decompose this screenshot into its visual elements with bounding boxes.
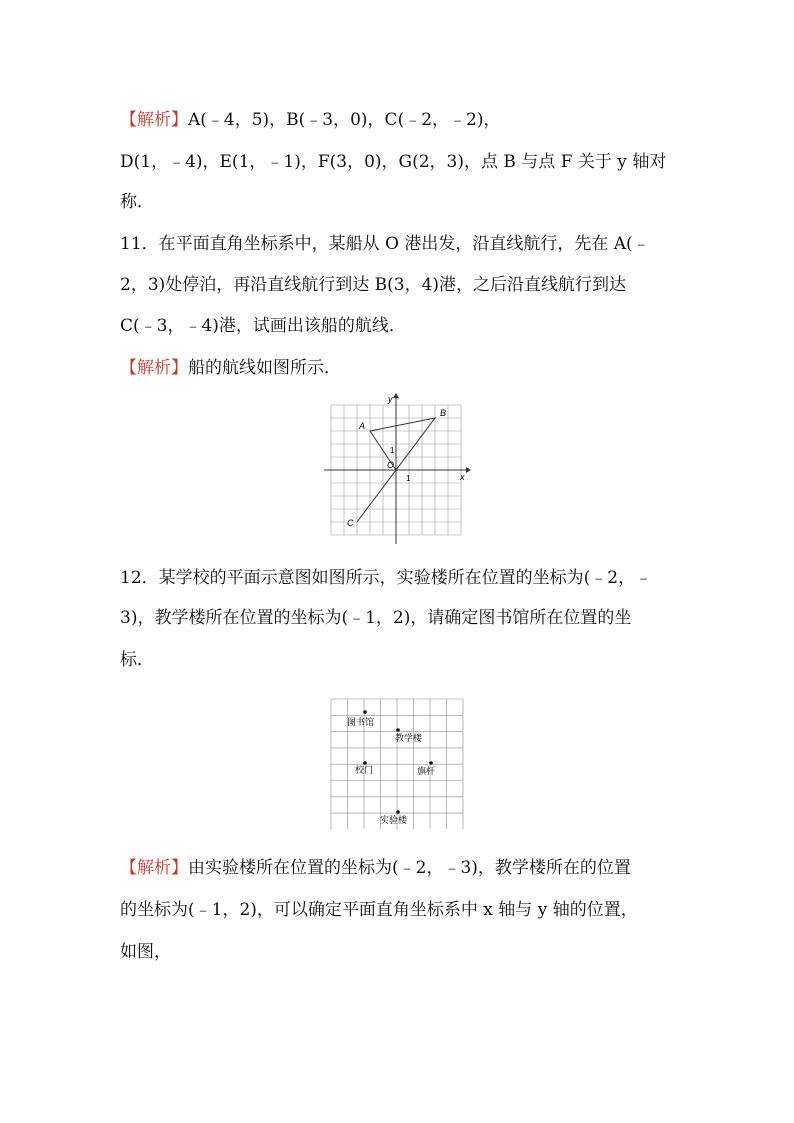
teaching-building-label: 教学楼 xyxy=(395,733,423,743)
flagpole-point xyxy=(429,761,433,765)
y-tick-label: 1 xyxy=(390,446,395,455)
analysis-tag: 【解析】 xyxy=(120,110,188,130)
q12-line-1: 12．某学校的平面示意图如图所示，实验楼所在位置的坐标为(﹣2，﹣ xyxy=(120,568,653,588)
x-axis-arrow xyxy=(466,467,471,473)
q11-line-2: 2，3)处停泊，再沿直线航行到达 B(3，4)港，之后沿直线航行到达 xyxy=(120,275,627,295)
y-axis-arrow xyxy=(393,393,399,398)
q11-answer-text: 船的航线如图所示． xyxy=(188,358,341,378)
point-label-a: A xyxy=(359,421,366,431)
q10-line-3: 称． xyxy=(120,192,154,212)
lab-building-point xyxy=(396,810,400,814)
q11-answer-line xyxy=(120,356,341,380)
x-tick-label: 1 xyxy=(406,474,411,483)
q12-answer-line-1 xyxy=(120,856,631,880)
q12-answer-line-2: 的坐标为(﹣1，2)，可以确定平面直角坐标系中 x 轴与 y 轴的位置， xyxy=(120,900,638,920)
y-axis-label: y xyxy=(388,394,393,404)
q12-line-3: 标． xyxy=(120,650,154,670)
analysis-tag: 【解析】 xyxy=(120,858,188,878)
point-label-b: B xyxy=(440,408,447,418)
q10-text-1: A(﹣4，5)，B(﹣3，0)，C(﹣2，﹣2)， xyxy=(188,110,501,130)
q11-line-1: 11．在平面直角坐标系中，某船从 O 港出发，沿直线航行，先在 A(﹣ xyxy=(120,234,650,254)
x-axis-label: x xyxy=(460,472,465,482)
q12-answer-text-1: 由实验楼所在位置的坐标为(﹣2，﹣3)，教学楼所在的位置 xyxy=(188,858,631,878)
origin-label: O xyxy=(387,460,395,470)
q10-line-1 xyxy=(120,108,500,132)
lab-building-label: 实验楼 xyxy=(380,815,408,825)
point-label-c: C xyxy=(347,518,354,528)
analysis-tag: 【解析】 xyxy=(120,358,188,378)
library-label: 图书馆 xyxy=(347,717,375,727)
school-map-figure xyxy=(328,697,464,829)
q11-line-3: C(﹣3，﹣4)港，试画出该船的航线． xyxy=(120,316,406,336)
q10-line-2: D(1，﹣4)，E(1，﹣1)，F(3，0)，G(2，3)，点 B 与点 F 关于 y 轴对 xyxy=(120,152,667,172)
q12-answer-line-3: 如图， xyxy=(120,942,171,962)
ship-route-figure xyxy=(320,392,472,548)
q12-line-2: 3)，教学楼所在位置的坐标为(﹣1，2)，请确定图书馆所在位置的坐 xyxy=(120,608,632,628)
teaching-building-point xyxy=(396,728,400,732)
library-point xyxy=(363,710,367,714)
flagpole-label: 旗杆 xyxy=(417,766,436,776)
school-gate-label: 校门 xyxy=(355,765,374,775)
